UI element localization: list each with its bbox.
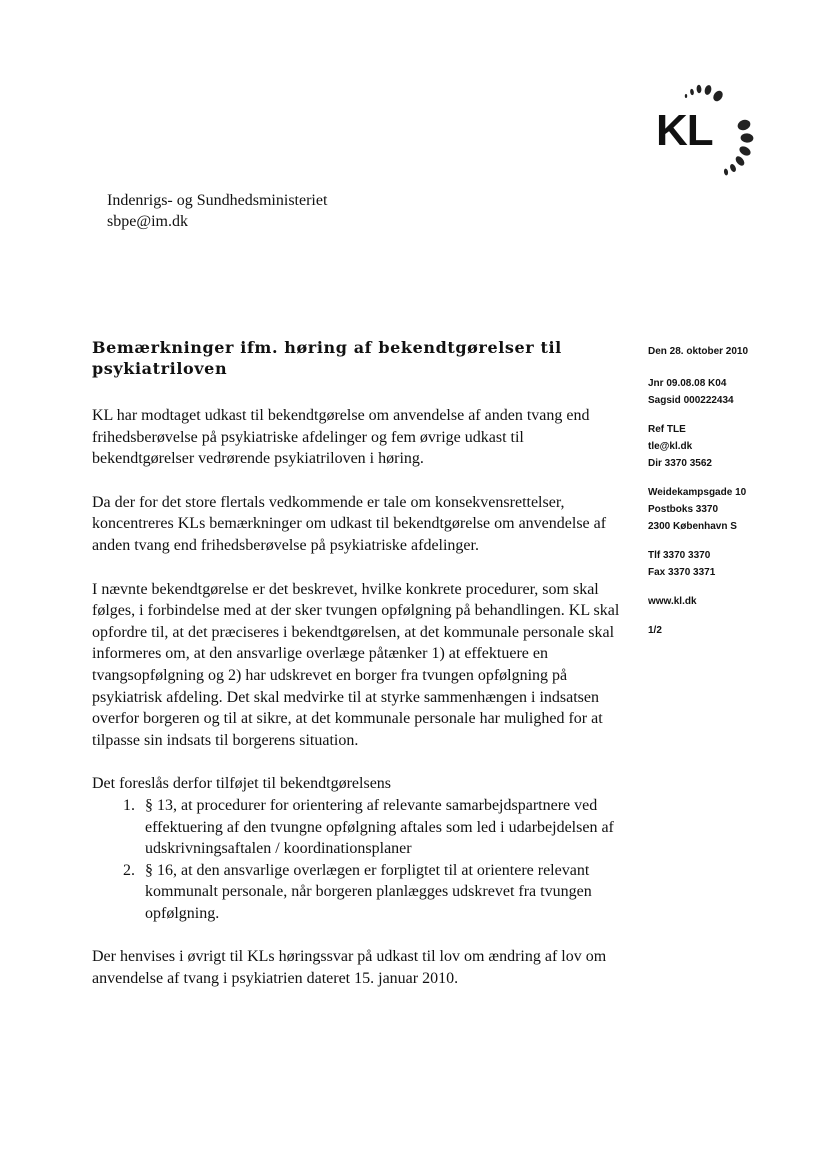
city: 2300 København S — [648, 521, 737, 532]
postbox: Postboks 3370 — [648, 504, 719, 515]
case-id: Sagsid 000222434 — [648, 395, 734, 406]
sender-info-sidebar — [648, 343, 818, 651]
letter-subject: Bemærkninger ifm. høring af bekendtgørelser til psykiatriloven — [92, 338, 562, 378]
journal-number: Jnr 09.08.08 K04 — [648, 378, 727, 389]
recipient-email: sbpe@im.dk — [107, 213, 188, 230]
recipient-name: Indenrigs- og Sundhedsministeriet — [107, 192, 328, 209]
street-address: Weidekampsgade 10 — [648, 487, 747, 498]
letter-date: Den 28. oktober 2010 — [648, 346, 749, 357]
list-item: 2. § 16, at den ansvarlige overlægen er forpligtet til at orientere relevant kommunalt personale, når borgeren planlægges udskrevet fra tvungen opfølgning. — [139, 860, 622, 925]
reference: Ref TLE — [648, 424, 686, 435]
paragraph-5: Der henvises i øvrigt til KLs høringssvar på udkast til lov om ændring af lov om anvendelse af tvang i psykiatrien dateret 15. januar 2010. — [92, 948, 607, 988]
phone: Tlf 3370 3370 — [648, 550, 711, 561]
recipient-block — [107, 190, 327, 232]
website: www.kl.dk — [648, 596, 697, 607]
paragraph-3: I nævnte bekendtgørelse er det beskrevet, hvilke konkrete procedurer, som skal følges, i forbindelse med at der sker tvungen opfølgning på behandlingen. KL skal opfordre til, at det præciseres i bekendtgørelsen, at det kommunale personale skal informeres om, at den ansvarlige overlæge påtænker 1) at effektuere en tvangsopfølgning og 2) har udskrevet en borger fra tvungen opfølgning på psykiatrisk afdeling. Det skal medvirke til at styrke sammenhængen i indsatsen overfor borgeren og til at sikre, at det kommunale personale har mulighed for at tilpasse sin indsats til borgerens situation. — [92, 580, 620, 749]
paragraph-2: Da der for det store flertals vedkommende er tale om konsekvensrettelser, koncentreres KLs bemærkninger om udkast til bekendtgørelse om anvendelse af anden tvang end frihedsberøvelse på psykiatriske afdelinger. — [92, 493, 607, 554]
paragraph-1: KL har modtaget udkast til bekendtgørelse om anvendelse af anden tvang end frihedsberøvelse på psykiatriske afdelinger og fem øvrige udkast til bekendtgørelser vedrørende psykiatriloven i høring. — [92, 407, 590, 468]
sender-email: tle@kl.dk — [648, 441, 693, 452]
paragraph-4: Det foreslås derfor tilføjet til bekendtgørelsens — [92, 775, 392, 793]
page-number: 1/2 — [648, 625, 662, 636]
proposal-list — [92, 795, 622, 925]
direct-phone: Dir 3370 3562 — [648, 458, 712, 469]
letter-body — [92, 405, 622, 1012]
logo-text: KL — [656, 106, 713, 155]
fax: Fax 3370 3371 — [648, 567, 716, 578]
list-item: 1. § 13, at procedurer for orientering af relevante samarbejdspartnere ved effektuering af den tvungne opfølgning aftales som led i udarbejdelsen af udskrivningsaftalen / koordinationsplaner — [139, 795, 622, 860]
